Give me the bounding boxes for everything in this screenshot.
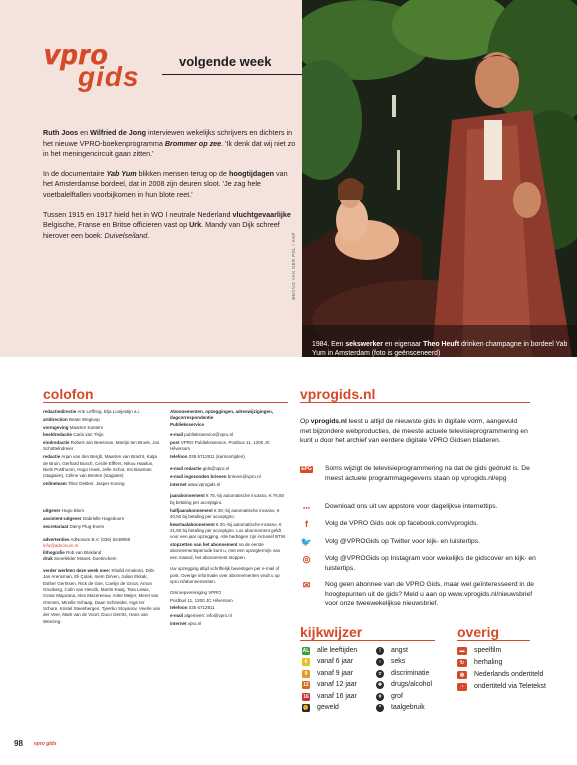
kijkwijzer-item	[457, 681, 552, 693]
kijkwijzer-label: discriminatie	[391, 669, 430, 677]
colofon-entry: redactie Arjan van den Bergh, Maarten van Bracht, Katja de Bruin, Gerhard Busch, Cecile Elffers, Nikou Haaitus, Niels Posthoorn, Hugo Hoek, Jelle Schot, Iris Bowman (stagiaire), Céline van Benten (stagiaire)	[43, 454, 157, 479]
drugs-icon: ✚	[377, 682, 383, 689]
colofon-entry: vormgeving Maarten Kanters	[43, 424, 104, 430]
kijkwijzer-item	[302, 680, 372, 692]
intro-paragraph-yabyum: In de documentaire Yab Yum blikken mensen terug op de hoogtijdagen van het Amsterdamse bordeel, dat in 2008 zijn deuren sloot. 'Je zag hele voetbalelftallen voorbijkomen in hun blote reet.'	[43, 168, 288, 199]
overig-list	[457, 645, 552, 693]
colofon-entry: redactiedirectie Arie Leffring, Elja Looijestijn a.i.	[43, 409, 140, 414]
vprogids-lead: Op vprogids.nl leest u altijd de nieuwste gids in digitale vorm, aangevuld met bijzondere webproducties, de meeste actuele televisieprogrammering en kunt u door het archief van eerdere digitale VPRO Gidsen bladeren.	[300, 418, 528, 444]
colofon-entry: eindredactie Robert-Jan Beesman, Martijn ten Broek, Jos Schöttelndreier	[43, 440, 160, 452]
kijkwijzer-item	[376, 680, 446, 692]
kijkwijzer-label: drugs/alcohol	[391, 681, 432, 689]
kijkwijzer-item	[376, 657, 446, 669]
kijkwijzer-label: ondertiteld via Teletekst	[474, 683, 546, 690]
colofon-rule	[43, 402, 288, 403]
seks-icon: ♀	[376, 658, 384, 666]
kijkwijzer-title: kijkwijzer	[300, 624, 363, 640]
colofon-entry: kwartaalabonnement € 20,-bij automatische incasso, € 21,50 bij betaling per acceptgiro. Los abonnement geldt voor een jaar opzegging. Alle bedragen zijn inclusief BTW.	[170, 521, 287, 540]
colofon-entry: jaarabonnement € 75,-bij automatische incasso, € 76,50 bij betaling per acceptgiro.	[170, 493, 285, 505]
colofon-entry: secretariaat Dieny Plug-Evers	[43, 523, 105, 529]
16-icon: 16	[303, 693, 309, 700]
colofon-entry: internet vpro.nl	[170, 621, 202, 627]
colofon-column-left-publisher	[43, 508, 161, 535]
kijkwijzer-label: speelfilm	[474, 647, 502, 654]
section-title-rule	[162, 74, 302, 75]
angst-icon: !	[376, 647, 384, 655]
logo-gids: gids	[78, 61, 140, 92]
instagram-icon[interactable]: ◎	[302, 554, 311, 564]
colofon-entry: e-mail publieksservice@vpro.nl	[170, 432, 234, 438]
twitter-icon[interactable]: 🐦	[300, 537, 313, 547]
al-icon: AL	[302, 647, 310, 654]
colofon-entry: assistent-uitgever Gabrielle Hagedoorn	[43, 515, 125, 521]
discriminatie-icon: ≠	[376, 670, 384, 678]
kijkwijzer-ages	[302, 645, 372, 714]
vprogids-row-text: Volg @VPROGids op Instagram voor wekelijks de gidscover en kijk- en luistertips.	[325, 555, 536, 572]
kijkwijzer-item	[302, 703, 372, 715]
kijkwijzer-rule	[300, 640, 435, 641]
grof-icon: #	[376, 693, 384, 701]
overig-title: overig	[457, 624, 500, 640]
page-number: 98	[14, 739, 23, 748]
vprogids-row-text: Soms wijzigt de televisieprogrammering na dat de gids gedrukt is. De meest actuele programmagegevens staan op vprogids.nl/epg	[325, 465, 530, 482]
taal-icon: *	[376, 704, 384, 712]
kijkwijzer-label: herhaling	[474, 659, 503, 666]
folio-logo: vpro gids	[34, 741, 57, 747]
mail-icon[interactable]: ✉	[302, 580, 311, 590]
colofon-entry: telefoon 035 6712911 (kantoortijden)	[170, 454, 245, 460]
kijkwijzer-item	[376, 668, 446, 680]
kijkwijzer-item	[457, 645, 552, 657]
kijkwijzer-item	[376, 645, 446, 657]
teletekst-icon: ◔	[457, 683, 467, 691]
kijkwijzer-item	[302, 645, 372, 657]
kijkwijzer-label: angst	[391, 646, 408, 654]
colofon-entry: Postbus 11, 1200 JC Hilversum	[170, 597, 233, 603]
colofon-entry: stopzetten van het abonnement na de eerste abonnementsperiode kunt u, met een opzegtermijn van een maand, het abonnement stoppen.	[170, 542, 281, 560]
kijkwijzer-content	[376, 645, 446, 714]
9-icon: 9	[302, 670, 310, 678]
photo-caption: 1984. Een sekswerker en eigenaar Theo Heuft drinken champagne in bordeel Yab Yum in Amsterdam (foto is geënsceneerd)	[312, 341, 568, 358]
colofon-entry: e-mail ingezonden brieven brieven@vpro.nl	[170, 473, 261, 479]
photo-illustration	[302, 0, 577, 357]
kijkwijzer-item	[376, 691, 446, 703]
colofon-entry: artdirection Beate Wegloop	[43, 416, 100, 422]
kijkwijzer-label: vanaf 6 jaar	[317, 658, 354, 666]
vpro-gids-logo	[44, 39, 148, 92]
kijkwijzer-label: alle leeftijden	[317, 646, 358, 654]
photo-credit: MENNO VAN DER POL / ANP	[291, 232, 296, 300]
colofon-entry: Omroepvereniging VPRO	[170, 589, 222, 595]
colofon-entry: e-mail algemeen: info@vpro.nl	[170, 613, 232, 619]
colofon-column-left	[43, 409, 161, 493]
vprogids-row-text: Download ons uit uw appstore voor dagelijkse internettips.	[325, 503, 498, 510]
epg-icon[interactable]: EPG	[301, 466, 312, 472]
intro-paragraph-books: Ruth Joos en Wilfried de Jong interviewen wekelijks schrijvers en dichters in het nieuwe VPRO-boekenprogramma Brommer op zee. 'Ik denk dat wij niet zo in het meningencircuit gaan zitten.'	[43, 128, 296, 159]
vprogids-row-text: Volg de VPRO Gids ook op facebook.com/vprogids.	[325, 520, 479, 527]
overig-rule	[457, 640, 530, 641]
kijkwijzer-label: seks	[391, 658, 406, 666]
feature-photo	[302, 0, 577, 357]
colofon-title: colofon	[43, 386, 94, 402]
kijkwijzer-label: vanaf 12 jaar	[317, 681, 357, 689]
kijkwijzer-label: vanaf 9 jaar	[317, 669, 354, 677]
6-icon: 6	[302, 658, 310, 666]
kijkwijzer-item	[302, 657, 372, 669]
kijkwijzer-item	[302, 668, 372, 680]
download-icon[interactable]: ●●●	[302, 505, 311, 510]
colofon-column-left-production: advertenties AdNovum B.V. (036) 5249059 info@adnovum.nl lithografie Rob van Blokland druk Senefelder Misset, Doetinchem verder werkten deze week mee: Khalid Amakran, Dirk-Jan Arensman, Eli Çolak, Inem Dirven, Julian Ekkak, Esther Gerritsen, Rick de Gier, Coelijn de Groot, Arnon Grunberg, Colin van Heezik, Martin Kaaij, Tara Lewis, Cesar Majorana, Alex Mazereeuw, Anke Meijer, Merel van Ommen, Mireille Schaap, Daan Schneider, Inge ter Schure, Kristel Steenbergen, Tjeerko Stoyanov, Veerle van der Veer, Mark van de Voort, Duco Gerrits, Hans van Weezing	[43, 537, 161, 624]
vprogids-rule	[300, 402, 530, 403]
ondertiteld-nl-icon: ◍	[457, 671, 467, 679]
advertising-email-link[interactable]: info@adnovum.nl	[43, 543, 79, 549]
kijkwijzer-item	[457, 657, 552, 669]
kijkwijzer-item	[457, 669, 552, 681]
colofon-entry: halfjaarabonnement € 39,-bij automatische incasso, € 40,50 bij betaling per acceptgiro.	[170, 507, 280, 519]
section-title: volgende week	[179, 54, 272, 69]
logo-vpro: vpro	[44, 39, 109, 70]
geweld-icon: ✊	[302, 705, 310, 712]
12-icon: 12	[303, 682, 309, 689]
kijkwijzer-item	[302, 691, 372, 703]
kijkwijzer-label: geweld	[317, 704, 339, 712]
vprogids-row-text: Nog geen abonnee van de VPRO Gids, maar wel geïnteresseerd in de hoogtepunten uit de gids? Meld u aan op www.vprogids.nl/nieuwsbrief voor onze tweewekelijkse nieuwsbrief.	[325, 581, 534, 607]
colofon-entry: e-mail redactie gids@vpro.nl	[170, 466, 230, 472]
intro-text	[43, 128, 298, 250]
contributors: verder werkten deze week mee: Khalid Amakran, Dirk-Jan Arensman, Eli Çolak, Inem Dirven, Julian Ekkak, Esther Gerritsen, Rick de Gier, Coelijn de Groot, Arnon Grunberg, Colin van Heezik, Martin Kaaij, Tara Lewis, Cesar Majorana, Alex Mazereeuw, Anke Meijer, Merel van Ommen, Mireille Schaap, Daan Schneider, Inge ter Schure, Kristel Steenbergen, Tjeerko Stoyanov, Veerle van der Veer, Mark van de Voort, Duco Gerrits, Hans van Weezing	[43, 568, 161, 624]
colofon-entry: internet www.vprogids.nl	[170, 481, 221, 487]
kijkwijzer-label: grof	[391, 692, 403, 700]
vprogids-row-text: Volg @VPROGids op Twitter voor kijk- en luistertips.	[325, 538, 480, 545]
colofon-entry: uitgever Hugo Blom	[43, 508, 85, 513]
colofon-entry: telefoon 035 6712911	[170, 605, 215, 611]
colofon-entry: beeldredactie Carla van Thijn	[43, 432, 104, 438]
facebook-icon[interactable]: f	[305, 519, 308, 529]
colofon-entry: post VPRO Publieksservice, Postbus 11, 1200 JC Hilversum	[170, 440, 270, 452]
speelfilm-icon: ▬	[457, 647, 467, 655]
intro-paragraph-urk: Tussen 1915 en 1917 hield het in WO I neutrale Nederland vluchtgevaarlijke Belgische, Franse en Britse officieren vast op Urk. Mandy van Dijk schreef hierover een boek: Duivelseiland.	[43, 209, 291, 240]
kijkwijzer-item	[376, 703, 446, 715]
vprogids-title: vprogids.nl	[300, 386, 376, 402]
kijkwijzer-label: vanaf 16 jaar	[317, 692, 357, 700]
kijkwijzer-label: taalgebruik	[391, 704, 425, 712]
herhaling-icon: ↻	[457, 659, 467, 667]
subscription-note: Uw opzegging altijd schriftelijk bevestigen per e-mail of post. Overige informatie over abonnementen vindt u op vpro.nl/abonnementen.	[170, 566, 280, 585]
colofon-column-right: Abonnementen, opzeggingen, adreswijzigingen, dagcorrespondentie Publieksservice e-mail publieksservice@vpro.nl post VPRO Publieksservice, Postbus 11, 1200 JC Hilversum telefoon 035 6712911 (kantoortijden) e-mail redactie gids@vpro.nl e-mail ingezonden brieven brieven@vpro.nl internet www.vprogids.nl jaarabonnement € 75,-bij automatische incasso, € 76,50 bij betaling per acceptgiro. halfjaarabonnement € 39,-bij automatische incasso, € 40,50 bij betaling per acceptgiro. kwartaalabonnement € 20,-bij automatische incasso, € 21,50 bij betaling per acceptgiro. Los abonnement geldt voor een jaar opzegging. Alle bedragen zijn inclusief BTW. stopzetten van het abonnement na de eerste abonnementsperiode kunt u, met een opzegtermijn van een maand, het abonnement stoppen. Uw opzegging altijd schriftelijk bevestigen per e-mail of post. Overige informatie over abonnementen vindt u op vpro.nl/abonnementen. Omroepvereniging VPRO Postbus 11, 1200 JC Hilversum telefoon 035 6712911 e-mail algemeen: info@vpro.nl internet vpro.nl	[170, 409, 287, 627]
kijkwijzer-label: Nederlands ondertiteld	[474, 671, 544, 678]
colofon-entry: onlineteam Tibor Dekker, Jasper Koning	[43, 480, 125, 486]
